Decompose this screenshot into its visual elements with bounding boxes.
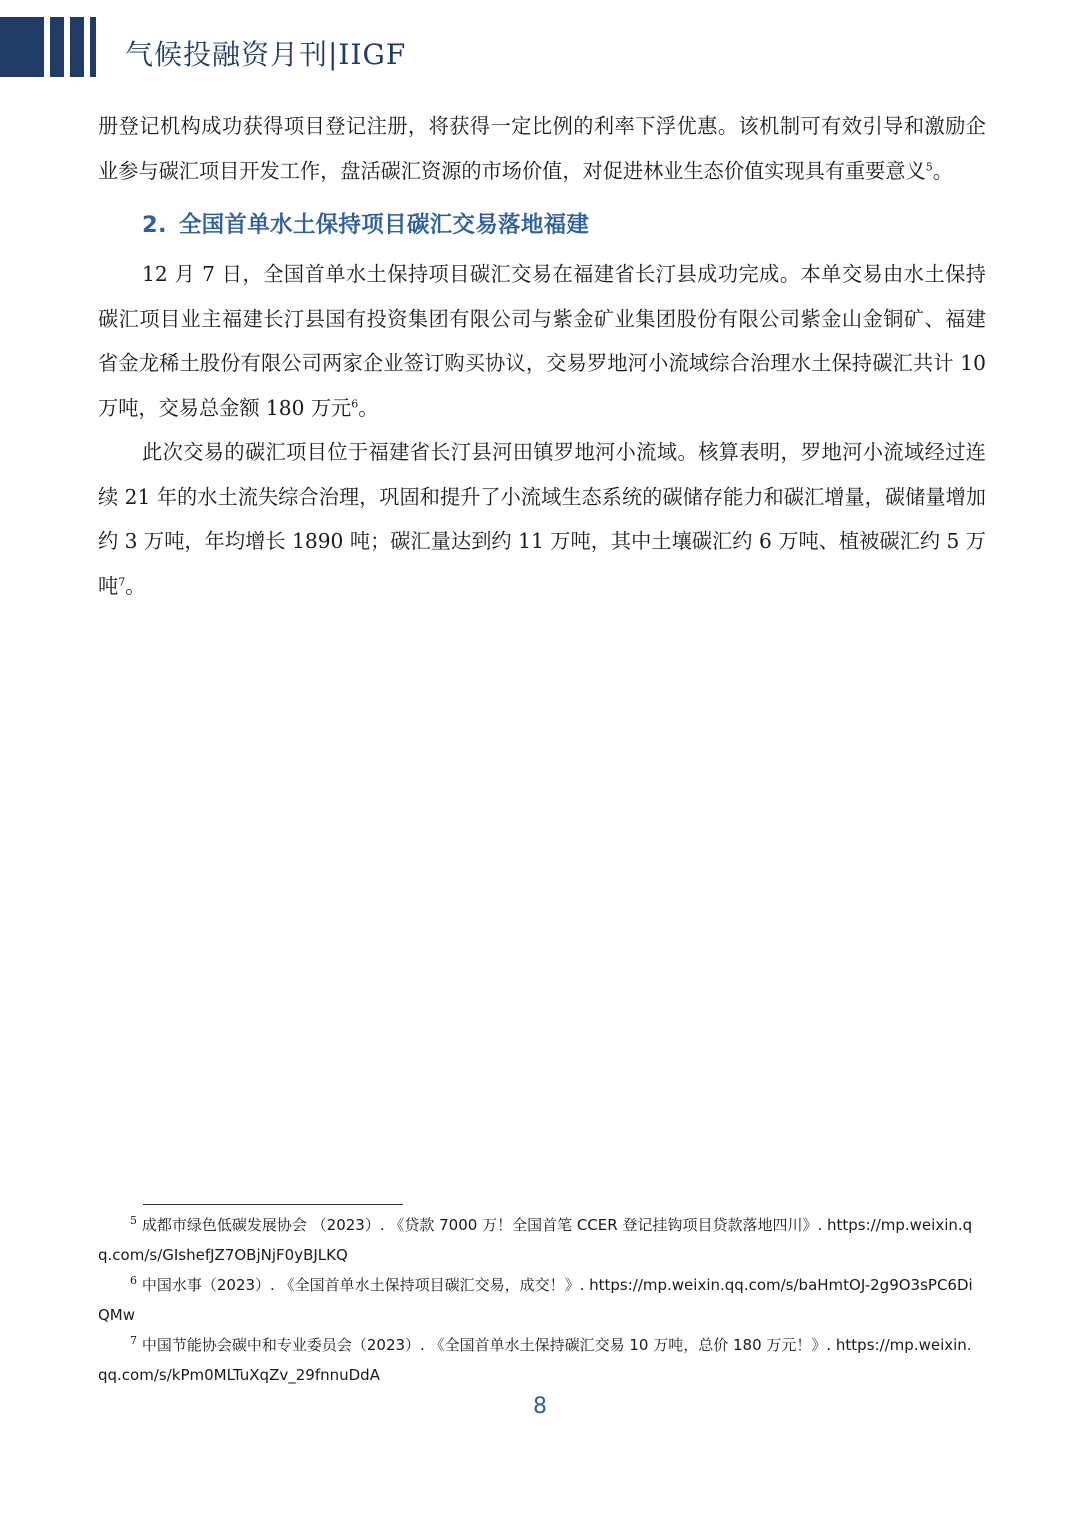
footnote-item <box>98 1210 978 1270</box>
footnote-text[interactable]: 成都市绿色低碳发展协会 （2023）. 《贷款 7000 万！全国首笔 CCER 登记挂钩项目贷款落地四川》. https://mp.weixin.qq.com/s/GIshefJZ7OBjNjF0yBJLKQ <box>98 1216 973 1264</box>
publication-title: 气候投融资月刊|IIGF <box>125 38 407 71</box>
logo-bar <box>90 17 96 77</box>
logo-bar <box>0 17 44 77</box>
footnotes <box>98 1210 978 1390</box>
footnote-ref[interactable]: 7 <box>118 574 126 588</box>
paragraph-text: 册登记机构成功获得项目登记注册，将获得一定比例的利率下浮优惠。该机制可有效引导和激励企业参与碳汇项目开发工作，盘活碳汇资源的市场价值，对促进林业生态价值实现具有重要意义 <box>98 114 986 183</box>
section-heading <box>142 202 986 248</box>
section-title: 全国首单水土保持项目碳汇交易落地福建 <box>178 212 590 238</box>
footnote-number: 7 <box>130 1333 137 1347</box>
footnote-item <box>98 1270 978 1330</box>
page-number: 8 <box>533 1394 547 1419</box>
paragraph-end: 。 <box>932 158 953 183</box>
footnote-number: 6 <box>130 1273 137 1287</box>
article-body <box>98 104 986 608</box>
footnote-ref[interactable]: 6 <box>351 396 359 410</box>
footnote-text[interactable]: 中国节能协会碳中和专业委员会（2023）. 《全国首单水土保持碳汇交易 10 万吨，总价 180 万元！》. https://mp.weixin.qq.com/s/kPm0MLTuXqZv_29fnnuDdA <box>98 1336 972 1384</box>
paragraph-end: 。 <box>358 395 379 420</box>
footnote-number: 5 <box>130 1213 137 1227</box>
header-logo-bars <box>0 17 100 77</box>
paragraph-end: 。 <box>125 573 146 598</box>
logo-bar <box>70 17 84 77</box>
paragraph-2 <box>98 252 986 430</box>
footnote-ref[interactable]: 5 <box>925 159 933 173</box>
footnote-text[interactable]: 中国水事（2023）. 《全国首单水土保持项目碳汇交易，成交！》. https://mp.weixin.qq.com/s/baHmtOJ-2g9O3sPC6DiQMw <box>98 1276 973 1324</box>
paragraph-1 <box>98 104 986 193</box>
paragraph-text: 此次交易的碳汇项目位于福建省长汀县河田镇罗地河小流域。核算表明，罗地河小流域经过连续 21 年的水土流失综合治理，巩固和提升了小流域生态系统的碳储存能力和碳汇增量，碳储量增加约 3 万吨，年均增长 1890 吨；碳汇量达到约 11 万吨，其中土壤碳汇约 6 万吨、植被碳汇约 5 万吨 <box>98 440 986 598</box>
section-number: 2. <box>142 212 167 238</box>
paragraph-text: 12 月 7 日，全国首单水土保持项目碳汇交易在福建省长汀县成功完成。本单交易由水土保持碳汇项目业主福建长汀县国有投资集团有限公司与紫金矿业集团股份有限公司紫金山金铜矿、福建省金龙稀土股份有限公司两家企业签订购买协议，交易罗地河小流域综合治理水土保持碳汇共计 10 万吨，交易总金额 180 万元 <box>98 262 986 420</box>
paragraph-3 <box>98 430 986 608</box>
footnote-divider <box>143 1204 403 1205</box>
logo-bar <box>50 17 64 77</box>
footnote-item <box>98 1330 978 1390</box>
